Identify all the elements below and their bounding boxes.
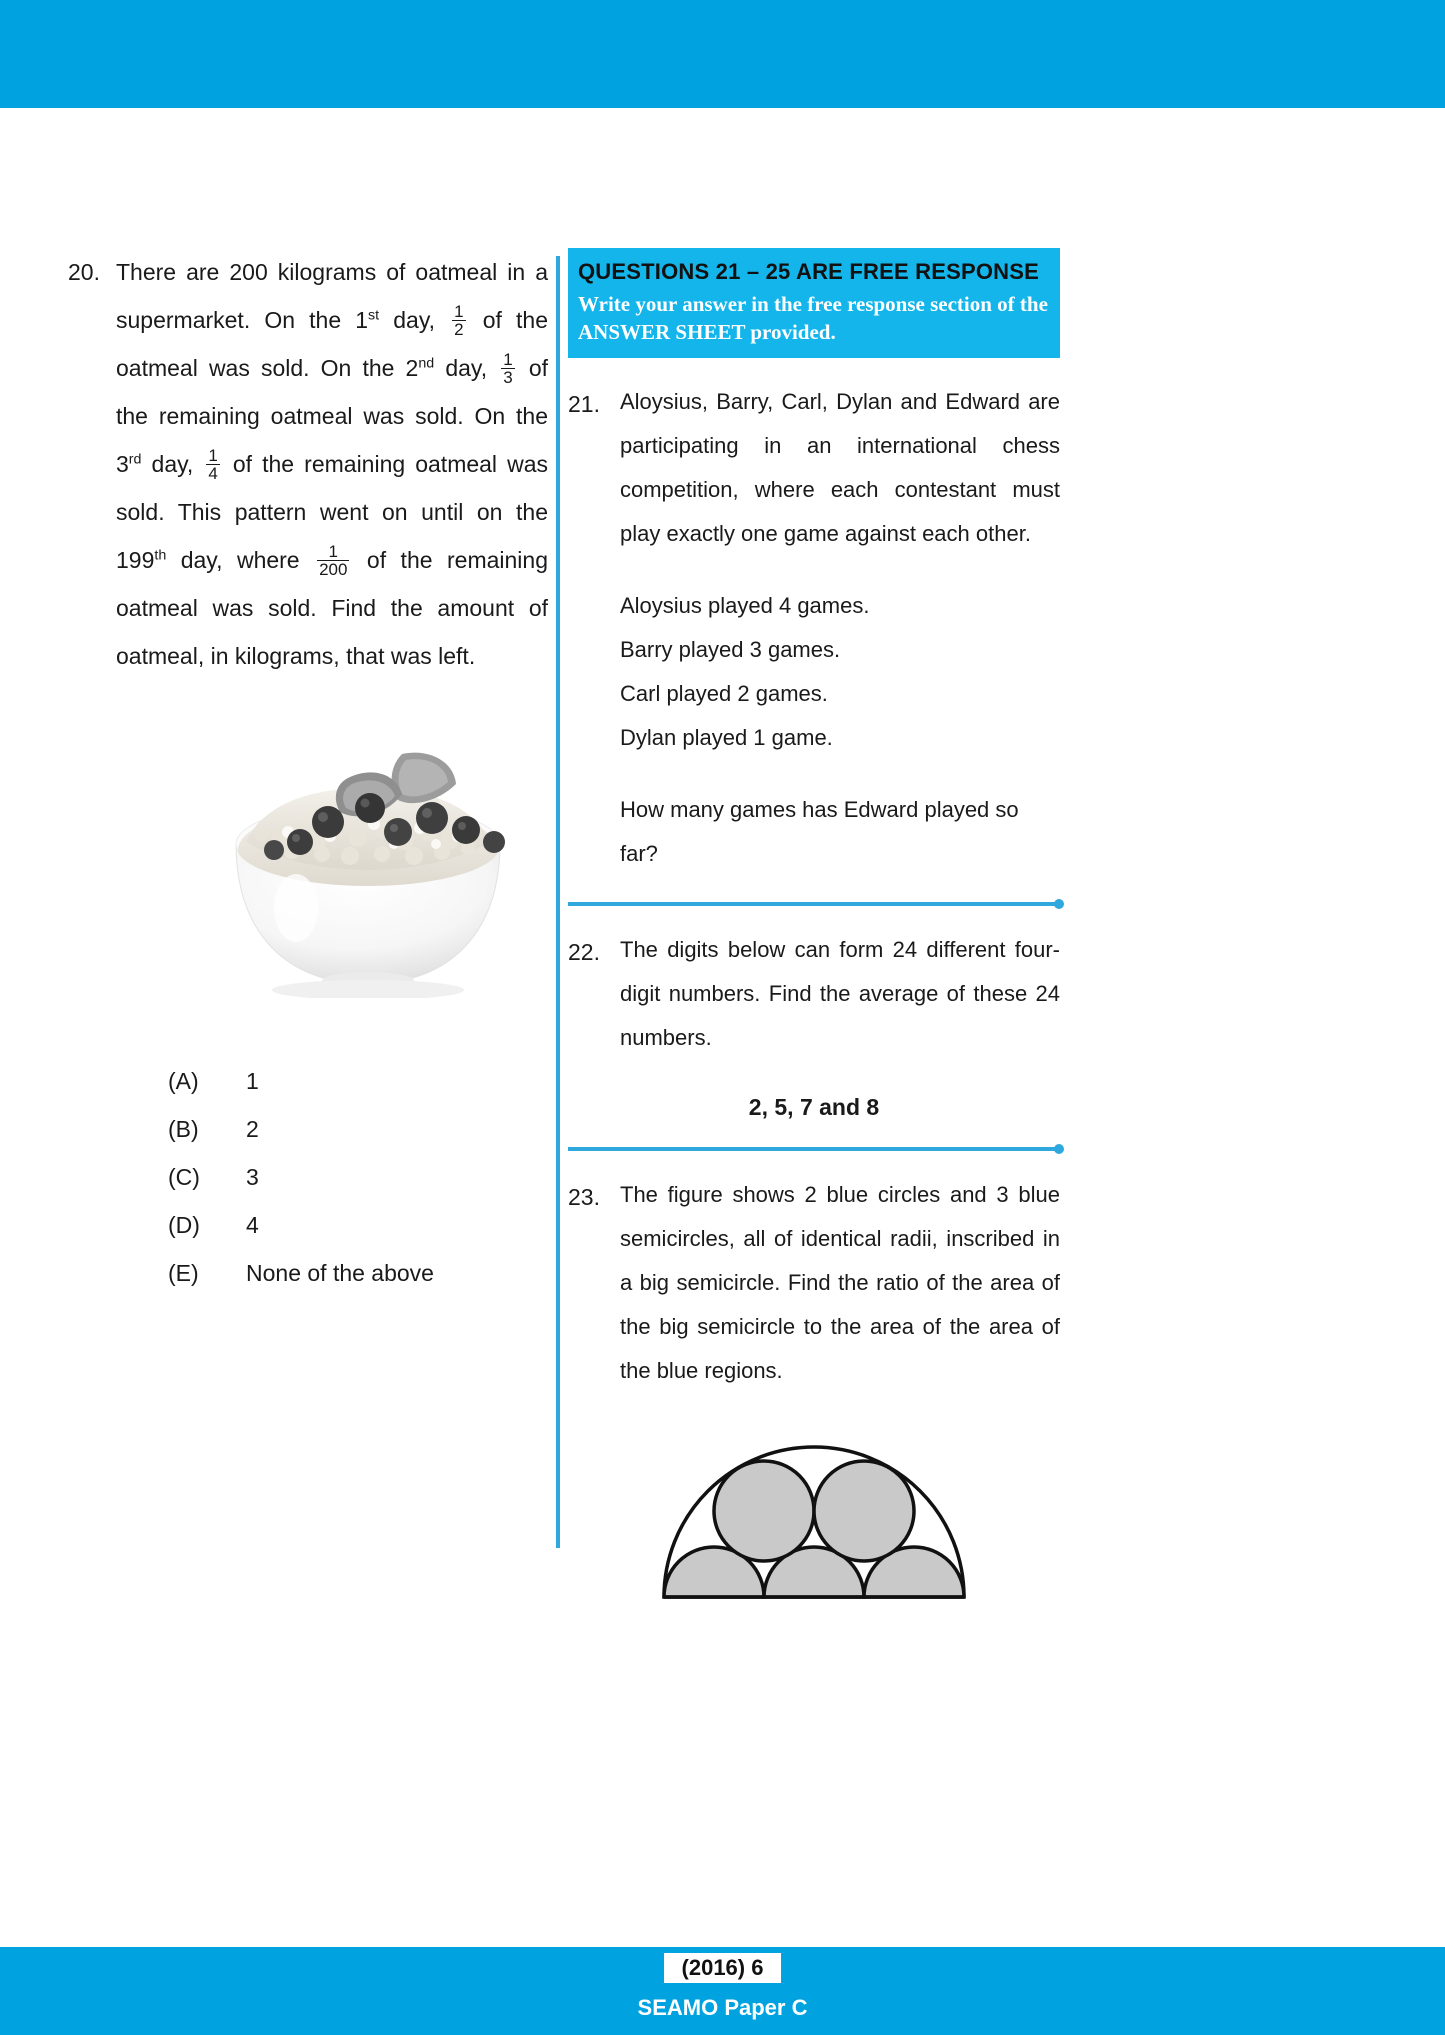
q20-sup-199th: th xyxy=(154,547,167,564)
question-20 xyxy=(68,248,548,680)
fraction-one-quarter xyxy=(206,447,219,484)
oatmeal-bowl-illustration xyxy=(188,738,548,998)
spacer xyxy=(568,556,1060,584)
divider-dot-icon xyxy=(1054,899,1064,909)
question-21-number: 21. xyxy=(568,391,600,417)
option-e[interactable] xyxy=(168,1260,598,1308)
option-d-label: (D) xyxy=(168,1212,200,1238)
question-23 xyxy=(568,1173,1060,1609)
fact-aloysius: Aloysius played 4 games. xyxy=(620,593,870,618)
q20-sup-2nd: nd xyxy=(418,355,435,372)
option-c-value: 3 xyxy=(246,1164,259,1190)
q20-text-part5: of the remaining oatmeal was sold. On the 3 xyxy=(116,355,549,477)
fraction-one-quarter-denominator: 4 xyxy=(208,464,218,484)
q20-sup-1st: st xyxy=(368,307,380,324)
question-divider-2 xyxy=(568,1147,1060,1151)
q20-text-part2: day, xyxy=(379,307,450,333)
question-22 xyxy=(568,928,1060,1121)
fact-dylan: Dylan played 1 game. xyxy=(620,725,833,750)
fraction-one-two-hundredth-denominator: 200 xyxy=(319,560,348,580)
question-22-text: The digits below can form 24 different four-digit numbers. Find the average of these 24 numbers. xyxy=(620,937,1060,1050)
question-22-number: 22. xyxy=(568,939,600,965)
footer xyxy=(0,1947,1445,2035)
fraction-one-two-hundredth-numerator: 1 xyxy=(328,541,338,561)
question-21-facts xyxy=(620,584,1060,760)
q20-text-part8: day, where xyxy=(166,547,315,573)
q20-text-part9: of the remaining oatmeal was sold. Find the amount of oatmeal, in kilograms, that was left. xyxy=(116,547,548,669)
fraction-one-third-denominator: 3 xyxy=(503,368,513,388)
fact-carl: Carl played 2 games. xyxy=(620,681,828,706)
fraction-one-third xyxy=(501,351,514,388)
option-d-value: 4 xyxy=(246,1212,259,1238)
option-a-label: (A) xyxy=(168,1068,199,1094)
question-22-digits: 2, 5, 7 and 8 xyxy=(748,1094,880,1120)
page-number-label: (2016) 6 xyxy=(664,1953,782,1983)
option-c[interactable] xyxy=(168,1164,598,1212)
fact-barry: Barry played 3 games. xyxy=(620,637,841,662)
question-23-number: 23. xyxy=(568,1184,600,1210)
divider-dot-icon xyxy=(1054,1144,1064,1154)
q20-text-part6: day, xyxy=(141,451,204,477)
fraction-one-half xyxy=(452,303,465,340)
question-23-text: The figure shows 2 blue circles and 3 blue semicircles, all of identical radii, inscribed in a big semicircle. Find the ratio of the area of the big semicircle to the area of the area of the blue regions. xyxy=(620,1182,1060,1383)
left-column xyxy=(68,248,549,1286)
question-23-figure xyxy=(654,1419,974,1609)
fraction-one-half-denominator: 2 xyxy=(454,320,464,340)
question-20-text xyxy=(116,248,548,680)
option-a-value: 1 xyxy=(246,1068,259,1094)
strawberry-slice xyxy=(392,753,456,804)
q20-text-part7: of the remaining oatmeal was sold. This pattern went on until on the 199 xyxy=(116,451,549,573)
column-divider xyxy=(556,256,560,1548)
header-bar xyxy=(0,0,1445,108)
option-a[interactable] xyxy=(168,1068,598,1116)
q20-text-part1: There are 200 kilograms of oatmeal in a supermarket. On the 1 xyxy=(116,259,548,333)
option-d[interactable] xyxy=(168,1212,598,1260)
option-c-label: (C) xyxy=(168,1164,200,1190)
option-b-label: (B) xyxy=(168,1116,199,1142)
fraction-one-third-numerator: 1 xyxy=(503,349,513,369)
question-21-prompt: How many games has Edward played so far? xyxy=(620,797,1019,866)
page-body xyxy=(0,108,1445,1947)
q20-text-part4: day, xyxy=(434,355,499,381)
q20-text-part3: of the oatmeal was sold. On the 2 xyxy=(116,307,549,381)
fraction-one-two-hundredth xyxy=(317,543,349,580)
semicircles-geometry-diagram xyxy=(654,1419,974,1609)
free-response-notice xyxy=(568,248,1060,358)
spacer xyxy=(568,760,1060,788)
question-21-text: Aloysius, Barry, Carl, Dylan and Edward are participating in an international chess competition, where each contestant must play exactly one game against each other. xyxy=(620,389,1060,546)
question-20-number: 20. xyxy=(68,259,100,285)
option-e-label: (E) xyxy=(168,1260,199,1286)
free-response-notice-instruction: Write your answer in the free response section of the ANSWER SHEET provided. xyxy=(578,292,1048,344)
fraction-one-quarter-numerator: 1 xyxy=(208,445,218,465)
paper-name-label: SEAMO Paper C xyxy=(637,1995,808,2020)
option-b-value: 2 xyxy=(246,1116,259,1142)
question-divider-1 xyxy=(568,902,1060,906)
option-b[interactable] xyxy=(168,1116,598,1164)
q20-sup-3rd: rd xyxy=(128,451,142,468)
fraction-one-half-numerator: 1 xyxy=(454,301,464,321)
free-response-notice-heading: QUESTIONS 21 – 25 ARE FREE RESPONSE xyxy=(578,259,1039,284)
option-e-value: None of the above xyxy=(246,1260,434,1286)
right-column xyxy=(568,248,1060,1609)
answer-options xyxy=(168,1068,598,1308)
oatmeal-bowl-image xyxy=(188,738,548,998)
question-21 xyxy=(568,380,1060,876)
